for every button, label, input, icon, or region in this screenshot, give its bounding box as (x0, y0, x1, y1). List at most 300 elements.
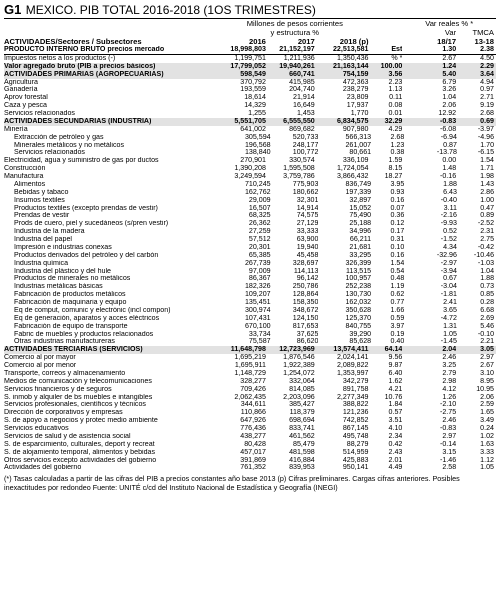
value-2018: 125,370 (345, 314, 372, 322)
var-18-17: -1.46 (439, 456, 457, 464)
value-2018: 867,145 (342, 425, 369, 432)
value-2018: 891,758 (342, 385, 369, 393)
value-2018: 742,852 (342, 417, 369, 425)
value-2017: 330,574 (289, 157, 315, 165)
value-2017: 698,694 (289, 417, 315, 425)
structure-pct: 9.56 (388, 354, 403, 362)
value-2018: 17,937 (346, 102, 369, 110)
value-2017: 3,759,786 (283, 173, 315, 180)
value-2016: 16,507 (248, 204, 271, 212)
row-label: Fabricación de equipo de transporte (14, 322, 128, 330)
tmca-13-18: 1.54 (480, 157, 494, 165)
structure-pct: 2.01 (388, 456, 403, 464)
value-2017: 19,940,261 (279, 62, 315, 70)
table-row (4, 197, 496, 205)
value-2016: 391,869 (240, 456, 266, 464)
value-2016: 328,277 (240, 377, 266, 385)
row-label: Impresión e industrias conexas (14, 243, 112, 251)
value-2016: 138,840 (244, 149, 271, 157)
var-18-17: 0.67 (443, 275, 457, 283)
row-label: Industria del papel (14, 236, 72, 243)
value-2018: 21,681 (349, 243, 372, 251)
tmca-13-18: -1.03 (477, 259, 495, 267)
row-label: PRODUCTO INTERNO BRUTO precios mercado (4, 46, 165, 53)
tmca-13-18: -4.96 (477, 133, 495, 141)
structure-pct: 1.54 (390, 259, 405, 267)
structure-pct: 0.93 (390, 188, 405, 196)
var-18-17: 2.46 (442, 354, 457, 362)
value-2017: 833,741 (289, 425, 315, 432)
value-2017: 481,598 (289, 448, 315, 456)
row-label: Agricultura (4, 78, 38, 86)
value-2018: 1,353,997 (336, 369, 369, 377)
value-2018: 342,279 (342, 377, 369, 385)
value-2017: 2,203,096 (283, 393, 315, 401)
row-label: Alimentos (14, 180, 46, 188)
value-2017: 6,555,550 (283, 117, 315, 125)
structure-pct: 8.15 (388, 165, 403, 173)
value-2017: 124,150 (292, 314, 319, 322)
var-18-17: 6.79 (442, 78, 457, 86)
header-v2: 13-18 (474, 37, 494, 46)
var-18-17: -3.04 (440, 283, 457, 291)
value-2018: 425,883 (342, 456, 369, 464)
header-activities: ACTIVIDADES/Sectores / Subsectores (4, 37, 142, 46)
row-label: ACTIVIDADES SECUNDARIAS (INDUSTRIA) (4, 117, 152, 125)
row-label: Comercio al por menor (4, 362, 77, 369)
var-18-17: 0.00 (442, 157, 457, 165)
structure-pct: 64.14 (384, 346, 403, 354)
tmca-13-18: 1.05 (480, 464, 494, 472)
structure-pct: 2.68 (390, 133, 405, 141)
value-2017: 385,427 (289, 401, 315, 409)
structure-pct: 4.29 (388, 125, 403, 133)
value-2018: 950,141 (342, 464, 369, 472)
row-label: Minería (4, 125, 28, 133)
row-label: ACTIVIDADES PRIMARIAS (AGROPECUARIAS) (4, 70, 164, 78)
value-2017: 27,129 (296, 220, 319, 228)
value-2017: 32,301 (296, 196, 319, 204)
row-label: Eq de comput, comunic y electrónic (incl compon) (14, 306, 171, 314)
value-2016: 2,062,435 (234, 393, 266, 401)
value-2018: 34,996 (349, 228, 372, 236)
value-2016: 457,017 (240, 448, 266, 456)
tmca-13-18: 2.67 (480, 362, 494, 369)
table-row (4, 441, 496, 449)
row-label: Minerales metálicos y no metálicos (14, 141, 124, 149)
tmca-13-18: -6.15 (477, 149, 495, 157)
value-2018: 130,730 (345, 291, 372, 299)
value-2016: 33,734 (248, 330, 271, 338)
value-2017: 328,697 (292, 259, 319, 267)
var-18-17: 1.05 (443, 330, 457, 338)
value-2018: 472,363 (342, 78, 369, 86)
value-2016: 438,277 (240, 432, 266, 440)
value-2017: 37,625 (296, 330, 319, 338)
var-18-17: 12.92 (438, 110, 457, 117)
table-row (4, 354, 496, 362)
value-2017: 1,922,389 (283, 362, 315, 369)
value-2017: 21,914 (293, 94, 315, 102)
value-2017: 775,903 (292, 180, 319, 188)
value-2018: 13,574,411 (333, 346, 369, 354)
value-2016: 18,614 (244, 94, 266, 102)
value-2017: 33,333 (296, 228, 319, 236)
structure-pct: 32.29 (384, 117, 403, 125)
value-2018: 388,822 (342, 401, 369, 409)
row-label: Industria del plástico y del hule (14, 267, 112, 275)
value-2016: 709,426 (240, 385, 266, 393)
var-18-17: 5.40 (442, 70, 457, 78)
row-label: Industria de la madera (14, 228, 85, 236)
tmca-13-18: 6.68 (480, 306, 495, 314)
var-18-17: -32.96 (436, 251, 457, 259)
value-2017: 1,211,936 (283, 54, 315, 62)
title-text: MEXICO. PIB TOTAL 2016-2018 (1OS TRIMESTRES) (25, 3, 316, 17)
table-row (4, 71, 496, 79)
row-label: Extracción de petróleo y gas (14, 133, 104, 141)
row-label: S. inmob y alquiler de bs muebles e intangibles (4, 393, 153, 401)
row-label: Transporte, correos y almacenamiento (4, 369, 126, 377)
var-18-17: -9.93 (440, 220, 457, 228)
value-2017: 839,953 (289, 464, 315, 472)
value-2018: 1,770 (350, 110, 369, 117)
table-row (4, 142, 496, 150)
var-18-17: 3.25 (442, 362, 457, 369)
structure-pct: 0.48 (390, 275, 405, 283)
value-2016: 776,436 (240, 425, 266, 432)
tmca-13-18: 2.71 (480, 94, 494, 102)
value-2017: 869,682 (289, 125, 315, 133)
var-18-17: -6.94 (440, 133, 457, 141)
table-row (4, 260, 496, 268)
var-18-17: 2.04 (442, 346, 457, 354)
tmca-13-18: 2.21 (480, 338, 495, 346)
structure-pct: 1.19 (390, 283, 405, 291)
row-label: Servicios educativos (4, 425, 69, 432)
structure-pct: 1.59 (388, 157, 403, 165)
row-label: Valor agregado bruto (PIB a precios básicos) (4, 62, 156, 70)
value-2016: 57,512 (248, 236, 271, 243)
value-2018: 2,024,141 (336, 354, 369, 362)
structure-pct: 0.16 (390, 251, 405, 259)
var-18-17: 2.41 (443, 299, 457, 306)
document-page (4, 0, 496, 492)
var-18-17: -2.75 (439, 409, 457, 417)
value-2017: 14,914 (296, 204, 319, 212)
structure-pct: 0.11 (389, 94, 403, 102)
value-2016: 1,199,751 (234, 54, 266, 62)
table-row (4, 63, 496, 71)
document-title (4, 0, 496, 18)
var-18-17: 4.12 (442, 385, 457, 393)
table-row (4, 425, 496, 433)
row-label: Electricidad, agua y suministro de gas por ductos (4, 157, 159, 165)
value-2016: 11,648,798 (230, 346, 266, 354)
value-2017: 660,741 (289, 70, 315, 78)
structure-pct: 100.00 (380, 62, 403, 70)
tmca-13-18: -2.52 (477, 220, 495, 228)
var-18-17: 3.26 (442, 86, 457, 94)
value-2018: 252,238 (345, 283, 372, 291)
row-label: S. de esparcimiento, culturales, deport y recreat (4, 440, 155, 448)
var-18-17: 2.97 (442, 432, 457, 440)
value-2018: 100,957 (345, 275, 372, 283)
footnote: (*) Tasas calculadas a partir de las cifras del PIB a precios constantes año base 2013 (p) Cifras preliminares. Cargas cifras anteriores. Posibles inexactitudes por redondeo Fuente: UNITÉ c/cd del Instituto Nacional de Estadística y Geografía (INEGI) (4, 474, 460, 493)
structure-pct: 4.10 (388, 425, 403, 432)
value-2018: 566,313 (345, 133, 372, 141)
row-label: Otros servicios excepto actividades del gobierno (4, 456, 157, 464)
structure-pct: 0.01 (388, 110, 403, 117)
value-2018: 21,163,144 (332, 62, 369, 70)
value-2017: 250,786 (292, 283, 319, 291)
table-row (4, 79, 496, 87)
table-row (4, 102, 496, 110)
row-label: Industrias metálicas básicas (14, 283, 103, 291)
tmca-13-18: 4.94 (480, 78, 494, 86)
structure-pct: 0.07 (390, 204, 405, 212)
value-2016: 305,594 (244, 133, 271, 141)
table-row (4, 220, 496, 228)
value-2018: 121,236 (342, 409, 369, 417)
structure-pct: 2.34 (388, 432, 403, 440)
table-row (4, 205, 496, 213)
row-label: Productos de minerales no metálicos (14, 275, 131, 283)
value-2016: 270,901 (240, 157, 266, 165)
row-label: Otras industrias manufactureras (14, 338, 115, 346)
row-label: Servicios relacionados (4, 110, 75, 117)
header-2017: 2017 (297, 37, 315, 46)
value-2018: 1,724,054 (336, 165, 369, 173)
value-2016: 65,385 (248, 251, 271, 259)
var-18-17: -2.10 (439, 401, 457, 409)
value-2016: 107,431 (244, 314, 271, 322)
header-millones: Millones de pesos corrientes (246, 19, 343, 28)
row-label: Manufactura (4, 173, 44, 180)
value-2017: 1,254,072 (283, 369, 315, 377)
tmca-13-18: 3.33 (480, 448, 494, 456)
var-18-17: -6.08 (439, 125, 457, 133)
table-row (4, 401, 496, 409)
tmca-13-18: 1.12 (480, 456, 494, 464)
tmca-13-18: 0.69 (480, 117, 494, 125)
table-row (4, 323, 496, 331)
var-18-17: 3.11 (443, 204, 457, 212)
value-2016: 641,002 (240, 125, 266, 133)
value-2018: 754,159 (342, 70, 369, 78)
value-2018: 25,188 (349, 220, 372, 228)
var-18-17: -0.16 (439, 173, 457, 180)
row-label: S. de alojamiento temporal, alimentos y bebidas (4, 448, 156, 456)
row-label: Fabricación de maquinaria y equipo (14, 299, 127, 306)
table-row (4, 331, 496, 339)
row-label: Fabric de muebles y productos relacionados (14, 330, 154, 338)
table-row (4, 252, 496, 260)
row-label: Medios de comunicación y telecomunicaciones (4, 377, 152, 385)
structure-pct: 0.17 (390, 228, 405, 236)
value-2018: 113,515 (345, 267, 372, 275)
value-2016: 1,695,219 (234, 354, 266, 362)
var-18-17: 3.65 (443, 306, 457, 314)
value-2016: 80,428 (244, 440, 266, 448)
value-2016: 86,367 (248, 275, 271, 283)
var-18-17: 4.34 (443, 243, 457, 251)
value-2016: 647,926 (240, 417, 266, 425)
tmca-13-18: 1.00 (480, 196, 495, 204)
value-2017: 248,177 (292, 141, 319, 149)
header-estructura: y estructura % (270, 28, 320, 37)
tmca-13-18: 3.05 (480, 346, 494, 354)
table-row (4, 110, 496, 118)
value-2017: 118,379 (289, 409, 315, 417)
table-row (4, 134, 496, 142)
var-18-17: -3.94 (440, 267, 457, 275)
data-table (4, 46, 496, 472)
var-18-17: 1.31 (443, 322, 457, 330)
table-row (4, 275, 496, 283)
table-row (4, 244, 496, 252)
value-2018: 23,809 (346, 94, 369, 102)
value-2016: 1,390,208 (234, 165, 266, 173)
value-2017: 1,595,508 (283, 165, 315, 173)
header-row-1 (4, 19, 496, 28)
value-2016: 14,329 (244, 102, 266, 110)
var-18-17: -2.16 (440, 212, 457, 220)
row-label: Eq de generación, aparatos y acces eléctricos (14, 314, 160, 322)
tmca-13-18: 0.89 (480, 212, 495, 220)
tmca-13-18: 0.97 (480, 86, 494, 94)
structure-pct: 0.40 (390, 338, 405, 346)
structure-pct: 0.59 (390, 314, 405, 322)
var-18-17: 2.06 (442, 102, 457, 110)
tmca-13-18: 1.04 (480, 267, 495, 275)
structure-pct: 1.13 (388, 86, 403, 94)
table-row (4, 86, 496, 94)
structure-pct: 0.42 (388, 440, 403, 448)
row-label: Aprov forestal (4, 94, 48, 102)
value-2018: 197,339 (345, 188, 372, 196)
var-18-17: -0.83 (439, 117, 457, 125)
row-label: Bebidas y tabaco (14, 188, 69, 196)
value-2018: 238,279 (342, 86, 369, 94)
value-2016: 20,301 (248, 243, 271, 251)
value-2017: 520,733 (292, 133, 319, 141)
structure-pct: 0.16 (390, 196, 405, 204)
row-label: Ganadería (4, 86, 38, 94)
var-18-17: 2.58 (442, 464, 457, 472)
var-18-17: 0.52 (443, 228, 457, 236)
value-2017: 1,876,546 (283, 354, 315, 362)
value-2016: 1,255 (248, 110, 266, 117)
structure-pct: 0.77 (390, 299, 405, 306)
value-2018: 907,980 (342, 125, 369, 133)
var-18-17: 1.24 (442, 62, 457, 70)
header-row-3 (4, 37, 496, 46)
var-18-17: 3.15 (442, 448, 457, 456)
var-18-17: -1.81 (440, 291, 457, 299)
row-label: Prendas de vestir (14, 212, 70, 220)
value-2018: 261,007 (345, 141, 372, 149)
structure-pct: 1.23 (390, 141, 405, 149)
value-2018: 2,089,822 (336, 362, 369, 369)
value-2017: 415,985 (289, 78, 315, 86)
header-row-2 (4, 28, 496, 37)
header-var-reales: Var reales % * (425, 19, 474, 28)
table-row (4, 212, 496, 220)
value-2016: 110,866 (240, 409, 266, 417)
value-2018: 495,748 (342, 432, 369, 440)
var-18-17: 1.48 (442, 165, 457, 173)
table-row (4, 165, 496, 173)
row-label: Prods de cuero, piel y sucedáneos (s/pren vestir) (14, 220, 169, 228)
value-2016: 196,568 (244, 141, 271, 149)
row-label: Productos textiles (excepto prendas de vestir) (14, 204, 158, 212)
header-var: Var (444, 28, 457, 37)
structure-pct: 0.19 (390, 330, 405, 338)
value-2018: 75,490 (349, 212, 372, 220)
table-row (4, 181, 496, 189)
value-2016: 3,249,594 (234, 173, 266, 180)
tmca-13-18: 1.43 (480, 180, 495, 188)
table-row (4, 268, 496, 276)
tmca-13-18: 3.64 (480, 70, 494, 78)
value-2017: 85,479 (293, 440, 315, 448)
value-2018: 80,661 (349, 149, 372, 157)
value-2016: 162,762 (244, 188, 271, 196)
tmca-13-18: -0.42 (477, 243, 495, 251)
value-2016: 598,549 (240, 70, 266, 78)
row-label: Insumos textiles (14, 196, 65, 204)
structure-pct: 3.95 (390, 180, 405, 188)
value-2017: 1,453 (296, 110, 315, 117)
structure-pct: 10.76 (384, 393, 403, 401)
tmca-13-18: 2.59 (480, 401, 494, 409)
row-label: Servicios profesionales, científicos y técnicos (4, 401, 146, 409)
tmca-13-18: 3.49 (480, 417, 494, 425)
tmca-13-18: 2.86 (480, 188, 495, 196)
tmca-13-18: -3.97 (477, 125, 494, 133)
value-2016: 135,451 (244, 299, 271, 306)
value-2018: 350,628 (345, 306, 372, 314)
var-18-17: 1.30 (442, 46, 457, 53)
tmca-13-18: 2.38 (480, 46, 494, 53)
value-2016: 1,695,911 (234, 362, 266, 369)
value-2018: 39,290 (349, 330, 372, 338)
structure-pct: 0.38 (390, 149, 405, 157)
table-row (4, 94, 496, 102)
structure-pct: 1.62 (388, 377, 403, 385)
table-row (4, 433, 496, 441)
var-18-17: 1.88 (443, 180, 457, 188)
value-2018: 840,755 (345, 322, 372, 330)
value-2017: 19,940 (296, 243, 319, 251)
structure-pct: 3.97 (390, 322, 405, 330)
tmca-13-18: 1.70 (480, 141, 495, 149)
row-label: Dirección de corporativos y empresas (4, 409, 123, 417)
structure-pct: 0.36 (390, 212, 405, 220)
row-label: Caza y pesca (4, 102, 47, 110)
table-row (4, 307, 496, 315)
table-row (4, 338, 496, 346)
tmca-13-18: 8.95 (480, 377, 494, 385)
tmca-13-18: 2.75 (480, 236, 495, 243)
row-label: Servicios financieros y de seguros (4, 385, 112, 393)
row-label: Fabricación de productos metálicos (14, 291, 126, 299)
value-2018: 326,399 (345, 259, 372, 267)
tmca-13-18: 2.29 (480, 62, 494, 70)
row-label: Industria química (14, 259, 69, 267)
value-2017: 416,884 (289, 456, 315, 464)
